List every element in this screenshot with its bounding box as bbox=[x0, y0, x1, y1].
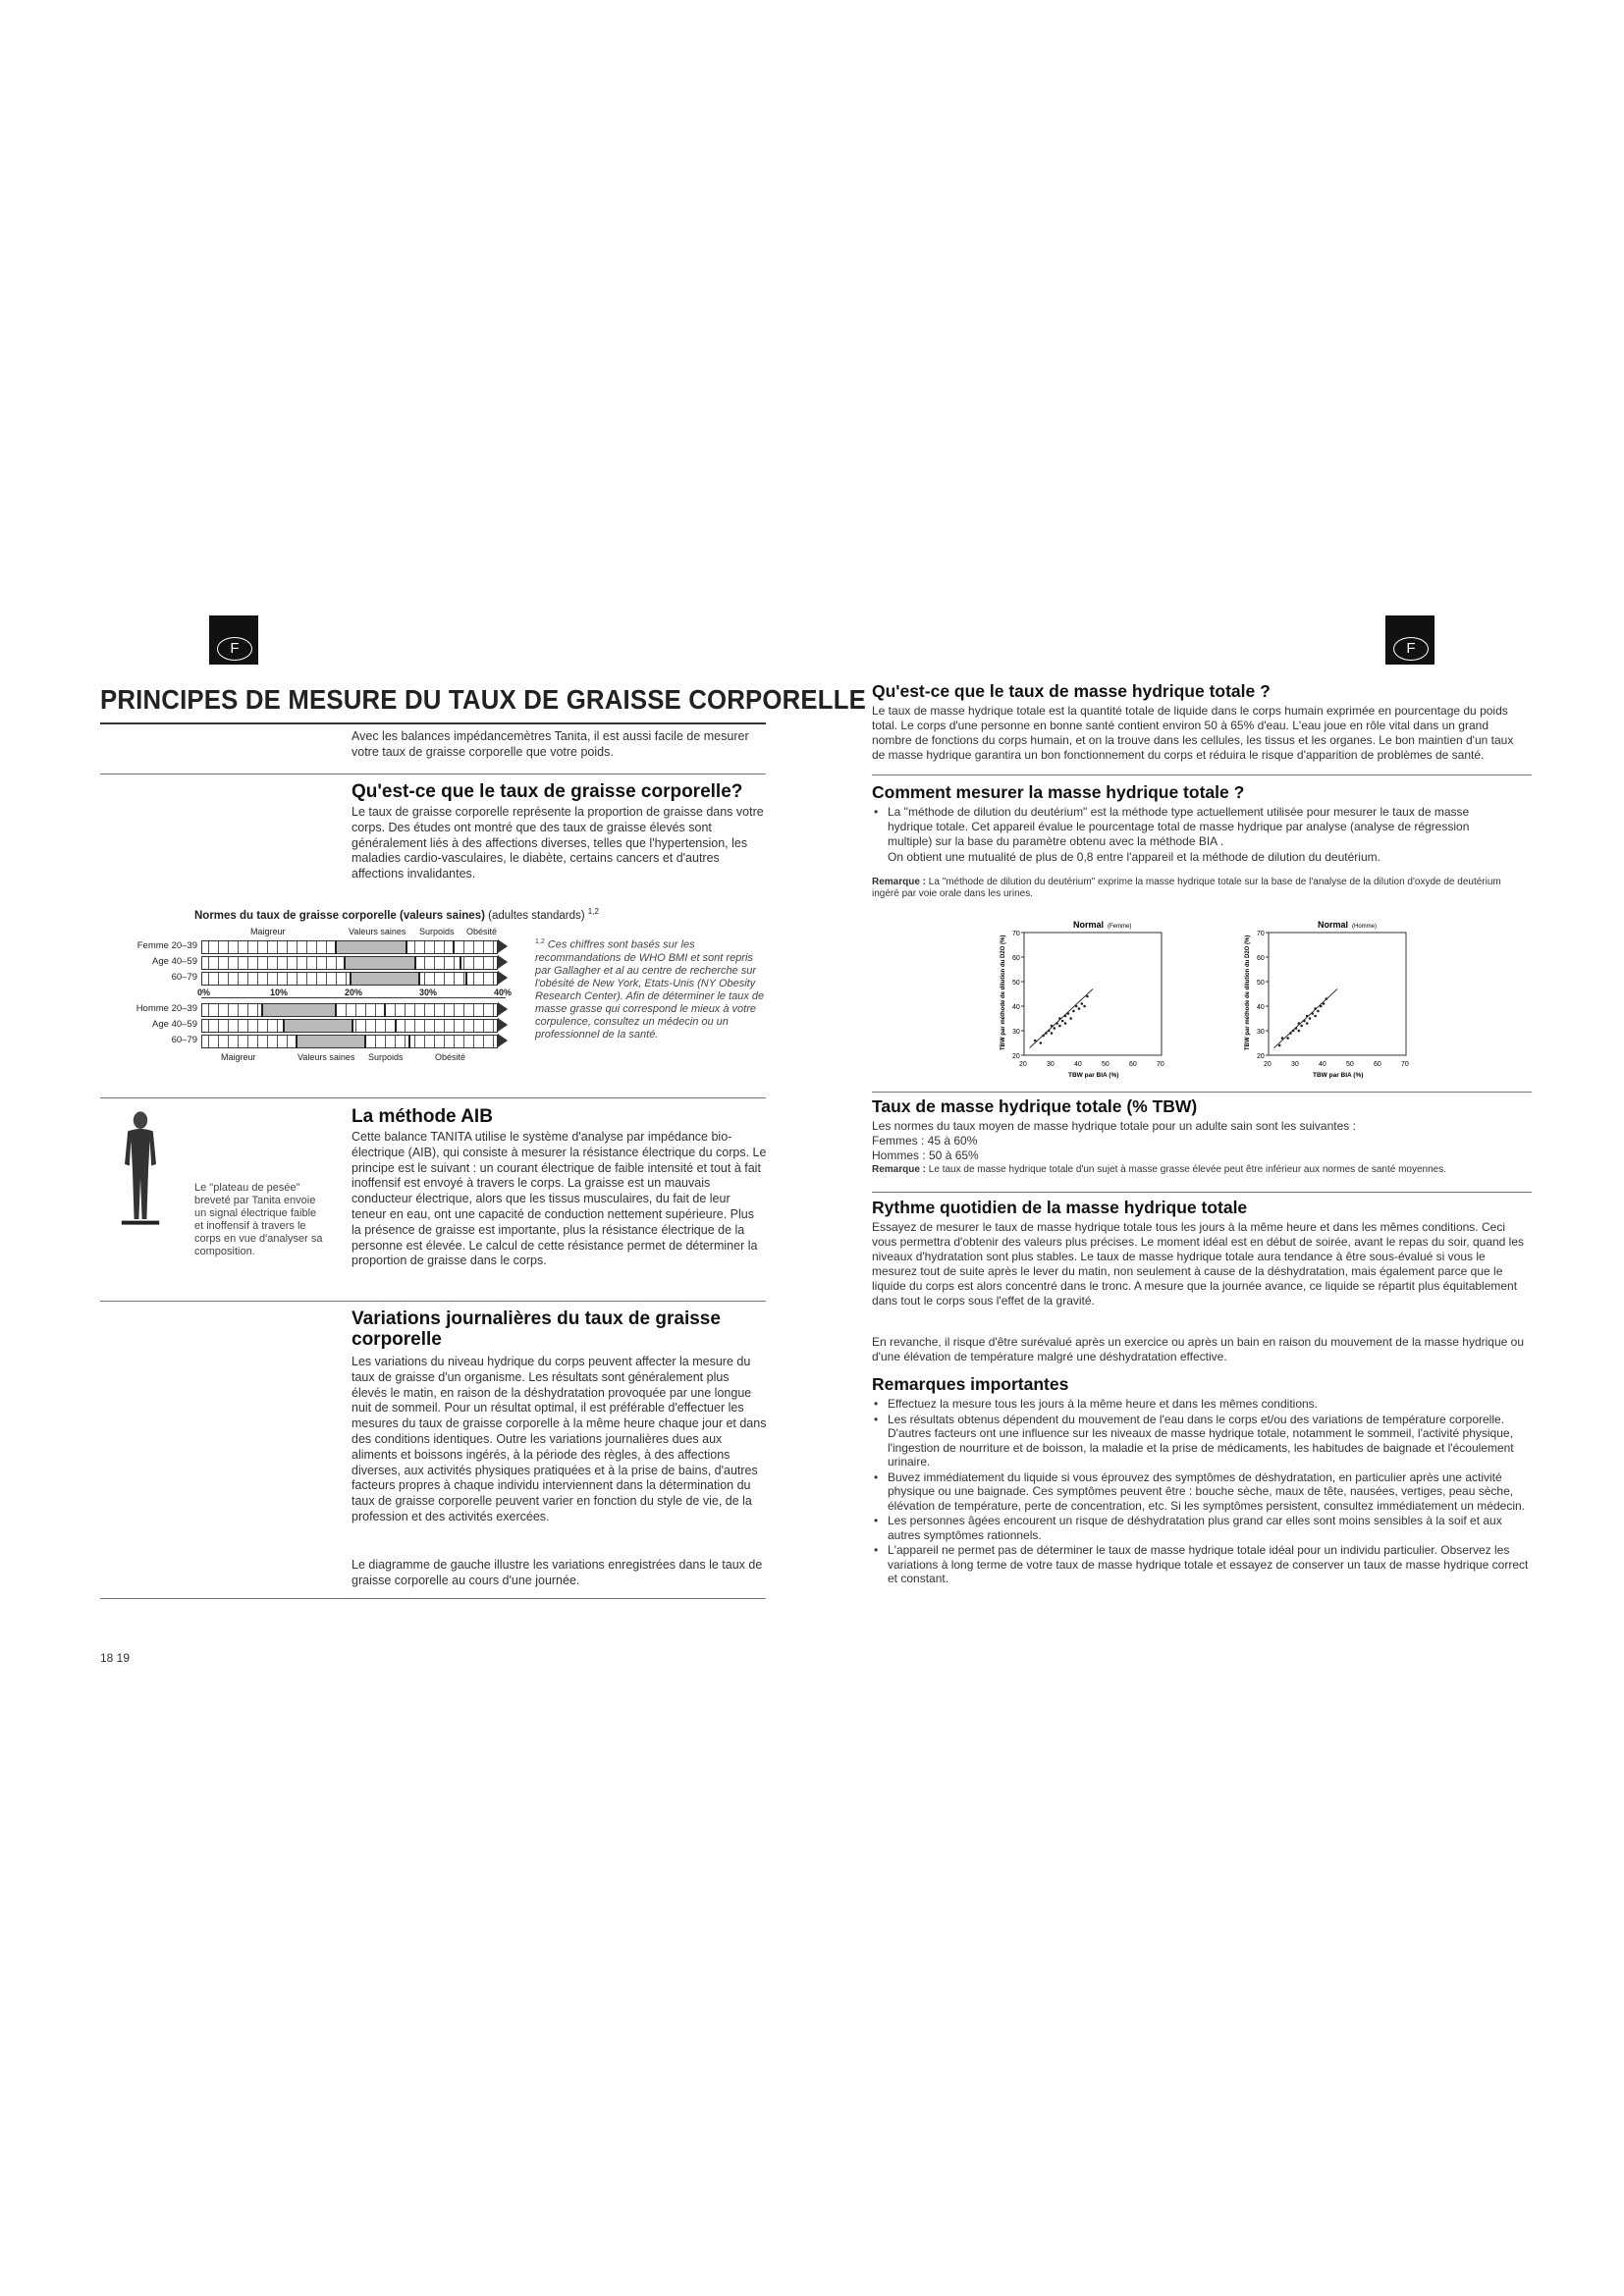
section-text-tbw: Le taux de masse hydrique totale est la quantité totale de liquide dans le corps humain exprimée en pourcentage du poids total. Le corps d'une personne en bonne santé contient environ 50 à 65% d'eau. L'eau joue en rôle vital dans un grand nombre de fonctions du corps humain, et on la trouve dans les cellules, les tissus et les organes. Le bon maintien d'un taux de masse hydrique garantira un bon fonctionnement du corps et réduira le risque d'apparition de problèmes de santé. bbox=[872, 704, 1514, 762]
scatter-point bbox=[1286, 1037, 1289, 1040]
scatter-point bbox=[1078, 1007, 1081, 1010]
person-silhouette-illustration bbox=[111, 1109, 170, 1227]
tbw-norms bbox=[872, 1119, 1520, 1176]
divider bbox=[872, 774, 1532, 775]
scatter-point bbox=[1303, 1020, 1306, 1023]
scatter-point bbox=[1281, 1037, 1284, 1040]
scatter-point bbox=[1064, 1022, 1067, 1025]
cat-label-top: Maigreur bbox=[250, 927, 286, 936]
remarks-list bbox=[872, 1397, 1530, 1587]
section-title-fat: Qu'est-ce que le taux de graisse corporelle? bbox=[352, 781, 743, 802]
scatter-point bbox=[1083, 1005, 1086, 1008]
divider bbox=[100, 1097, 766, 1098]
norm-bar bbox=[201, 972, 498, 986]
range-sep bbox=[352, 1019, 353, 1033]
scatter-point bbox=[1298, 1022, 1301, 1025]
y-tick-label: 30 bbox=[1012, 1029, 1020, 1036]
measure-cont: On obtient une mutualité de plus de 0,8 entre l'appareil et la méthode de dilution du deutérium. bbox=[888, 850, 1380, 864]
bia-caption: Le "plateau de pesée" breveté par Tanita envoie un signal électrique faible et inoffensif à travers le corps en vue d'analyser sa composition. bbox=[194, 1182, 323, 1257]
norms-sub: (adultes standards) bbox=[488, 909, 585, 922]
norms-row-female-60-79 bbox=[171, 972, 515, 985]
cat-label-top: Obésité bbox=[466, 927, 498, 936]
norm-bar bbox=[201, 1035, 498, 1048]
scatter-point bbox=[1086, 995, 1089, 998]
scatter-chart-male bbox=[1229, 915, 1426, 1087]
bar-arrow bbox=[498, 1002, 508, 1016]
norms-row-male-20-39 bbox=[135, 1003, 515, 1016]
section-title-bia: La méthode AIB bbox=[352, 1106, 493, 1127]
scatter-point bbox=[1323, 1002, 1326, 1005]
cat-label-top: Valeurs saines bbox=[349, 927, 406, 936]
range-sep bbox=[335, 1003, 337, 1017]
norm-bar bbox=[201, 940, 498, 954]
footnote-text: Ces chiffres sont basés sur les recommandations de WHO BMI et sont repris par Gallagher et al au centre de recherche sur l'obésité de New York, Etats-Unis (NY Obesity Research Center). Afin de déterminer le taux de masse grasse qui correspond le mieux à votre corpulence, consultez un médecin ou un professionnel de la santé. bbox=[535, 938, 765, 1041]
healthy-range bbox=[335, 941, 406, 953]
scatter-point bbox=[1042, 1035, 1045, 1038]
section-text-variations-2: Le diagramme de gauche illustre les variations enregistrées dans le taux de graisse corporelle au cours d'une journée. bbox=[352, 1558, 763, 1587]
healthy-range bbox=[261, 1004, 335, 1016]
row-label: Homme 20–39 bbox=[135, 1003, 197, 1014]
measure-bullet-text: • La "méthode de dilution du deutérium" est la méthode type actuellement utilisée pour mesurer le taux de masse hydrique totale. Cet appareil évalue le pourcentage total de masse hydrique par analyse (analyse de régression multiple) sur la base du paramètre obtenu avec la méthode BIA . bbox=[872, 805, 1500, 849]
remark-label: Remarque : bbox=[872, 1164, 927, 1175]
bar-arrow bbox=[498, 1034, 508, 1047]
scatter-point bbox=[1067, 1012, 1070, 1015]
scatter-point bbox=[1314, 1007, 1317, 1010]
scatter-point bbox=[1075, 1005, 1078, 1008]
y-tick-label: 60 bbox=[1012, 955, 1020, 962]
norms-row-male-40-59 bbox=[152, 1019, 515, 1032]
y-tick-label: 20 bbox=[1012, 1053, 1020, 1060]
norm-bar bbox=[201, 1003, 498, 1017]
bar-arrow bbox=[498, 955, 508, 969]
section-text-fat: Le taux de graisse corporelle représente la proportion de graisse dans votre corps. Des études ont montré que des taux de graisse élevés sont généralement liés à des affections diverses, telles que l'hypertension, les maladies cardio-vasculaires, le diabète, certains cancers et d'autres affections invalidantes. bbox=[352, 805, 764, 881]
range-sep bbox=[465, 972, 467, 986]
rhythm-text-1: Essayez de mesurer le taux de masse hydrique totale tous les jours à la même heure et dans les mêmes conditions. Ceci vous permettra d'obtenir des valeurs plus précises. Le moment idéal est en début de soirée, avant le repas du soir, quand les niveaux d'hydratation sont plus stables. Le taux de masse hydrique totale aura tendance à être sous-évalué si vous le mesurez tout de suite après le lever du matin, non seulement à cause de la déshydratation, mais également parce que le liquide du corps est alors concentré dans le tronc. A mesure que la journée avance, ce liquide se répartit plus équitablement dans tout le corps sous l'effet de la gravité. bbox=[872, 1220, 1525, 1308]
scatter-point bbox=[1298, 1030, 1301, 1033]
scatter-point bbox=[1309, 1017, 1312, 1020]
scatter-point bbox=[1054, 1027, 1056, 1030]
pct-tick: 30% bbox=[419, 988, 438, 997]
scatter-point bbox=[1306, 1022, 1309, 1025]
scatter-point bbox=[1317, 1010, 1320, 1013]
lang-badge-letter: F bbox=[217, 637, 252, 661]
norms-chart-title bbox=[194, 907, 599, 922]
bar-arrow bbox=[498, 1018, 508, 1032]
healthy-range bbox=[296, 1036, 364, 1047]
measure-bullet bbox=[872, 805, 1500, 865]
divider bbox=[872, 1092, 1532, 1093]
x-axis-label: TBW par BIA (%) bbox=[1313, 1072, 1364, 1079]
x-tick-label: 60 bbox=[1374, 1061, 1381, 1068]
scatter-point bbox=[1306, 1015, 1309, 1018]
page-numbers: 18 19 bbox=[100, 1651, 131, 1665]
x-tick-label: 60 bbox=[1129, 1061, 1137, 1068]
y-tick-label: 70 bbox=[1257, 931, 1265, 937]
row-label: Age 40–59 bbox=[152, 956, 197, 967]
norms-row-female-40-59 bbox=[152, 956, 515, 969]
x-tick-label: 50 bbox=[1346, 1061, 1354, 1068]
scatter-point bbox=[1058, 1017, 1061, 1020]
tbw-norms-l1: Les normes du taux moyen de masse hydrique totale pour un adulte sain sont les suivantes : bbox=[872, 1119, 1356, 1133]
scatter-point bbox=[1034, 1040, 1037, 1042]
remark-item: • Effectuez la mesure tous les jours à la même heure et dans les mêmes conditions. bbox=[872, 1397, 1530, 1412]
norms-row-male-60-79 bbox=[171, 1035, 515, 1047]
chart-title: Normal bbox=[1073, 920, 1105, 930]
scatter-point bbox=[1314, 1015, 1317, 1018]
y-tick-label: 60 bbox=[1257, 955, 1265, 962]
remark-item: • L'appareil ne permet pas de déterminer le taux de masse hydrique totale idéal pour un individu particulier. Observez les variations à long terme de votre taux de masse hydrique totale et essayez de conserver un taux de masse hydrique correct et constant. bbox=[872, 1543, 1530, 1586]
scatter-point bbox=[1300, 1025, 1303, 1028]
scatter-point bbox=[1278, 1044, 1281, 1047]
scatter-point bbox=[1045, 1032, 1048, 1035]
healthy-range bbox=[350, 973, 418, 985]
footnote-sup: 1,2 bbox=[535, 938, 545, 945]
plot-frame bbox=[1024, 933, 1162, 1055]
scatter-point bbox=[1048, 1030, 1051, 1033]
divider bbox=[872, 1192, 1532, 1193]
norms-row-female-20-39 bbox=[136, 940, 515, 953]
tbw-norms-l2: Femmes : 45 à 60% bbox=[872, 1134, 978, 1148]
norms-title: Normes du taux de graisse corporelle (valeurs saines) bbox=[194, 909, 485, 922]
range-sep bbox=[344, 956, 346, 970]
range-sep bbox=[364, 1035, 366, 1048]
section-title-measure: Comment mesurer la masse hydrique totale ? bbox=[872, 782, 1245, 802]
row-label: Age 40–59 bbox=[152, 1019, 197, 1030]
y-tick-label: 50 bbox=[1257, 980, 1265, 987]
range-sep bbox=[261, 1003, 263, 1017]
scatter-chart-female bbox=[985, 915, 1181, 1087]
title-rule bbox=[100, 722, 766, 724]
scatter-point bbox=[1289, 1032, 1292, 1035]
tbw-remark bbox=[872, 1163, 1520, 1176]
range-sep bbox=[408, 1035, 410, 1048]
scatter-point bbox=[1072, 1010, 1075, 1013]
range-sep bbox=[296, 1035, 298, 1048]
scatter-point bbox=[1051, 1025, 1054, 1028]
range-sep bbox=[453, 940, 455, 954]
cat-label-top: Surpoids bbox=[419, 927, 455, 936]
tbw-norms-l3: Hommes : 50 à 65% bbox=[872, 1148, 979, 1162]
lang-badge-left bbox=[209, 615, 258, 665]
range-sep bbox=[384, 1003, 386, 1017]
regression-line bbox=[1030, 989, 1093, 1048]
section-title-rhythm: Rythme quotidien de la masse hydrique totale bbox=[872, 1198, 1248, 1217]
range-sep bbox=[406, 940, 407, 954]
measure-remark bbox=[872, 877, 1510, 900]
cat-label-bottom: Maigreur bbox=[221, 1052, 256, 1062]
range-sep bbox=[418, 972, 420, 986]
remark-label: Remarque : bbox=[872, 877, 927, 887]
remark-item: • Buvez immédiatement du liquide si vous éprouvez des symptômes de déshydratation, en particulier après une activité physique ou une baignade. Ces symptômes peuvent être : bouche sèche, maux de tête, nausées, vertiges, peau sèche, élévation de température, perte de concentration, etc. Si les symptômes persistent, consultez immédiatement un médecin. bbox=[872, 1470, 1530, 1514]
y-axis-label: TBW par méthode de dilution du D2O (%) bbox=[1001, 934, 1006, 1050]
chart-subtitle: (Homme) bbox=[1352, 924, 1377, 930]
section-text-bia: Cette balance TANITA utilise le système d'analyse par impédance bio-électrique (AIB), qui consiste à mesurer la résistance électrique du corps. Le principe est le suivant : un courant électrique de faible intensité et tout à fait inoffensif est envoyé à travers le corps. La graisse est un mauvais conducteur électrique, alors que les tissus musculaires, du fait de leur teneur en eau, ont une capacité de conduction nettement supérieure. Plus la présence de graisse est importante, plus la résistance électrique de la personne est élevée. Le calcul de cette résistance permet de déterminer la proportion de graisse dans le corps. bbox=[352, 1130, 767, 1268]
plot-frame bbox=[1269, 933, 1406, 1055]
x-axis-label: TBW par BIA (%) bbox=[1068, 1072, 1119, 1079]
x-tick-label: 40 bbox=[1319, 1061, 1326, 1068]
x-tick-label: 30 bbox=[1291, 1061, 1299, 1068]
pct-tick: 40% bbox=[494, 988, 513, 997]
range-sep bbox=[414, 956, 416, 970]
scatter-point bbox=[1040, 1041, 1043, 1044]
remark-text: La "méthode de dilution du deutérium" exprime la masse hydrique totale sur la base de l'analyse de la dilution d'oxyde de deutérium ingéré par voie orale dans les urines. bbox=[872, 877, 1501, 899]
y-axis-label: TBW par méthode de dilution du D2O (%) bbox=[1245, 934, 1251, 1050]
x-tick-label: 50 bbox=[1102, 1061, 1110, 1068]
healthy-range bbox=[283, 1020, 352, 1032]
scatter-point bbox=[1312, 1012, 1315, 1015]
lang-badge-right bbox=[1385, 615, 1435, 665]
norms-sup: 1,2 bbox=[587, 907, 599, 916]
remark-item: • Les résultats obtenus dépendent du mouvement de l'eau dans le corps et/ou des variations de température corporelle. D'autres facteurs ont une influence sur les niveaux de masse hydrique totale, notamment le sommeil, l'activité physique, l'ingestion de nourriture et de boisson, la maladie et la prise de médicaments, les habitudes de baignade et l'écoulement urinaire. bbox=[872, 1413, 1530, 1469]
x-tick-label: 70 bbox=[1401, 1061, 1409, 1068]
x-tick-label: 20 bbox=[1019, 1061, 1027, 1068]
x-tick-label: 40 bbox=[1074, 1061, 1082, 1068]
remark-text: Le taux de masse hydrique totale d'un sujet à masse grasse élevée peut être inférieur aux normes de santé moyennes. bbox=[928, 1164, 1447, 1175]
y-tick-label: 70 bbox=[1012, 931, 1020, 937]
scatter-point bbox=[1326, 997, 1328, 1000]
pct-tick: 10% bbox=[270, 988, 289, 997]
bar-arrow bbox=[498, 971, 508, 985]
norm-bar bbox=[201, 1019, 498, 1033]
section-title-tbw-pct: Taux de masse hydrique totale (% TBW) bbox=[872, 1096, 1198, 1116]
chart-subtitle: (Femme) bbox=[1108, 924, 1132, 930]
scatter-point bbox=[1295, 1027, 1298, 1030]
y-tick-label: 30 bbox=[1257, 1029, 1265, 1036]
scatter-point bbox=[1061, 1020, 1064, 1023]
cat-label-bottom: Surpoids bbox=[368, 1052, 404, 1062]
lang-badge-letter: F bbox=[1393, 637, 1429, 661]
scatter-point bbox=[1064, 1015, 1067, 1018]
scatter-point bbox=[1058, 1025, 1061, 1028]
regression-line bbox=[1274, 989, 1337, 1048]
scatter-point bbox=[1069, 1017, 1072, 1020]
scatter-point bbox=[1051, 1032, 1054, 1035]
row-label: 60–79 bbox=[171, 1035, 197, 1045]
section-text-variations: Les variations du niveau hydrique du corps peuvent affecter la mesure du taux de graisse d'un organisme. Les résultats sont généralement plus élevés le matin, en raison de la déshydratation provoquée par une longue nuit de sommeil. Pour un résultat optimal, il est préférable d'effectuer les mesures du taux de graisse corporelle à la même heure chaque jour et dans des conditions identiques. Outre les variations journalières dues aux aliments et boissons ingérés, à la période des règles, à des affections diverses, aux activités physiques pratiquées et à la prise de bains, d'autres facteurs propres à chaque individu interviennent dans la détermination du taux de graisse corporelle peuvent varier en fonction du style de vie, de la profession et des activités exercées. bbox=[352, 1355, 767, 1523]
pct-axis-line bbox=[201, 997, 506, 998]
intro-text: Avec les balances impédancemètres Tanita, il est aussi facile de mesurer votre taux de graisse corporelle que votre poids. bbox=[352, 729, 749, 759]
row-label: 60–79 bbox=[171, 972, 197, 983]
y-tick-label: 40 bbox=[1257, 1004, 1265, 1011]
range-sep bbox=[350, 972, 352, 986]
divider bbox=[100, 1301, 766, 1302]
section-title-variations: Variations journalières du taux de graisse corporelle bbox=[352, 1308, 721, 1350]
rhythm-text-2: En revanche, il risque d'être surévalué après un exercice ou après un bain en raison du mouvement de la masse hydrique ou d'une élévation de température malgré une déshydratation effective. bbox=[872, 1335, 1525, 1363]
section-title-remarks: Remarques importantes bbox=[872, 1374, 1069, 1394]
section-title-tbw: Qu'est-ce que le taux de masse hydrique totale ? bbox=[872, 681, 1271, 701]
range-sep bbox=[395, 1019, 397, 1033]
range-sep bbox=[460, 956, 461, 970]
norms-footnote bbox=[535, 935, 766, 1041]
y-tick-label: 20 bbox=[1257, 1053, 1265, 1060]
page-title: PRINCIPES DE MESURE DU TAUX DE GRAISSE CORPORELLE bbox=[100, 684, 867, 715]
cat-label-bottom: Valeurs saines bbox=[298, 1052, 355, 1062]
scatter-point bbox=[1320, 1005, 1323, 1008]
scatter-point bbox=[1081, 1002, 1084, 1005]
range-sep bbox=[283, 1019, 285, 1033]
divider bbox=[100, 1598, 766, 1599]
bar-arrow bbox=[498, 939, 508, 953]
healthy-range bbox=[344, 957, 414, 969]
y-tick-label: 50 bbox=[1012, 980, 1020, 987]
pct-tick: 20% bbox=[345, 988, 363, 997]
pct-tick: 0% bbox=[197, 988, 211, 997]
range-sep bbox=[335, 940, 337, 954]
x-tick-label: 70 bbox=[1157, 1061, 1164, 1068]
scatter-point bbox=[1056, 1022, 1058, 1025]
remark-item: • Les personnes âgées encourent un risque de déshydratation plus grand car elles sont moins sensibles à la soif et aux autres symptômes rationnels. bbox=[872, 1514, 1530, 1542]
row-label: Femme 20–39 bbox=[136, 940, 197, 951]
chart-title: Normal bbox=[1318, 920, 1349, 930]
x-tick-label: 20 bbox=[1264, 1061, 1272, 1068]
x-tick-label: 30 bbox=[1047, 1061, 1055, 1068]
cat-label-bottom: Obésité bbox=[435, 1052, 466, 1062]
norm-bar bbox=[201, 956, 498, 970]
scatter-point bbox=[1292, 1030, 1295, 1033]
y-tick-label: 40 bbox=[1012, 1004, 1020, 1011]
